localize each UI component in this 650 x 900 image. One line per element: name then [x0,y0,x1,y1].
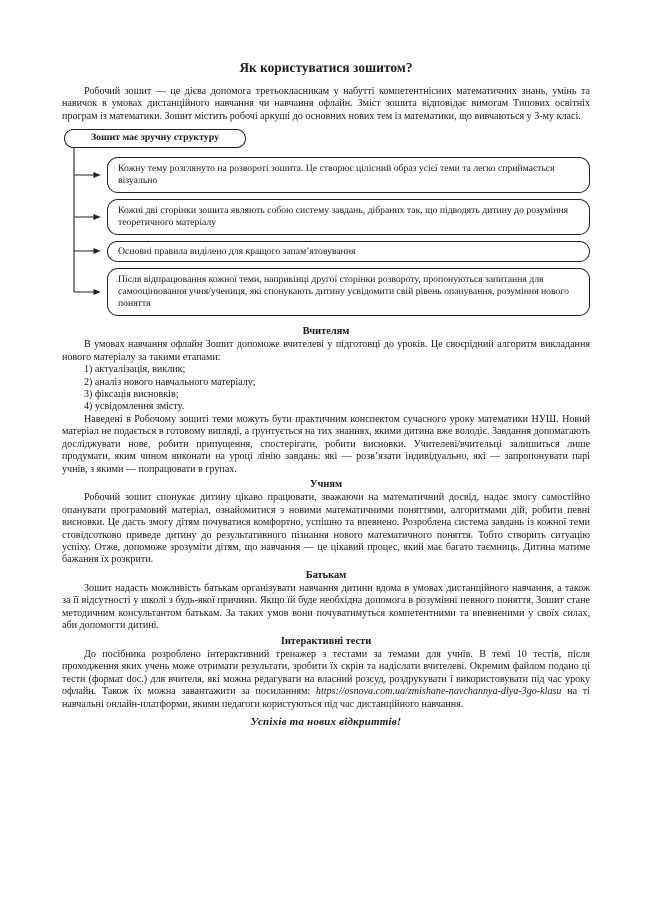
document-content [62,60,590,739]
list-item: 4) усвідомлення змісту. [84,401,185,413]
section-heading-students: Учням [309,479,343,491]
closing-line: Успіхів та нових відкриттів! [250,715,402,728]
flowchart-item-1 [107,157,590,193]
flowchart-item-2 [107,199,590,235]
students-paragraph: Робочий зошит спонукає дитину цікаво працювати, зважаючи на математичний досвід, надає змогу самостійно опанувати програмовий матеріал, ознайомитися з новими математичними поняттями, алгоритмами дій, робити певні висновки. Це дасть змогу дітям почуватися комфортно, успішно та впевнено. Розроблена система завдань із кожної теми стовідсотково приведе дитину до результативного пізнання нового математичного поняття. Тобто створить ситуацію успіху. Отже, допоможе зрозуміти дітям, що навчання — це цікавий процес, який має багато таємниць. Дитина матиме бажання їх розкрити. [62,492,590,566]
flowchart-item-4-label: Після відпрацювання кожної теми, наприкінці другої сторінки розвороту, пропонуються запитання для самооцінювання учня/учениця, які спонукають дитину усвідомити свій рівень опанування, розуміння нового поняття [118,273,569,310]
list-item: 2) аналіз нового навчального матеріалу; [84,376,256,388]
interactive-tests-text-after: на ті навчальні онлайн-платформи, якими педагоги користуються під час дистанційного навчання. [62,686,590,710]
section-heading-interactive-tests: Інтерактивні тести [280,635,372,647]
teachers-paragraph-1: В умовах навчання офлайн Зошит допоможе вчителеві у підготовці до уроків. Це своєрідний алгоритм викладання нового матеріалу за такими етапами: [62,339,590,363]
structure-flowchart [62,129,590,319]
flowchart-header-box: Зошит має зручну структуру [64,129,246,148]
section-heading-parents: Батькам [305,569,347,581]
tests-download-link[interactable]: https://osnova.com.ua/zmishane-navchannya-dlya-3go-klasu [315,686,562,698]
flowchart-item-1-label: Кожну тему розглянуто на розвороті зошита. Це створює цілісний образ усієї теми та легко сприймається візуально [118,162,555,187]
flowchart-item-3 [107,241,590,262]
flowchart-item-3-label: Основні правила виділено для кращого запам’ятовування [118,245,356,257]
flowchart-item-2-label: Кожні дві сторінки зошита являють собою систему завдань, дібраних так, що підводять дитину до розуміння теоретичного матеріалу [118,204,569,229]
list-item: 3) фіксація висновків; [84,389,179,401]
interactive-tests-text-before: До посібника розроблено інтерактивний тренажер з тестами за темами для учнів. В темі 10 тестів, після проходження яких учень може отримати результати, зробити їх скрін та надіслати вчителеві. Окремим файлом подано ці тести (формат doc.) для вчителя, які можна редагувати на власний розсуд, роздрукувати і використовувати під час уроку офлайн. Також їх можна завантажити за посиланням: [62,648,590,698]
flowchart-item-4 [107,268,590,316]
page-title: Як користуватися зошитом? [239,60,413,75]
list-item: 1) актуалізація, виклик; [84,364,186,376]
teachers-stage-list [62,364,590,414]
teachers-paragraph-2: Наведені в Робочому зошиті теми можуть бути практичним конспектом сучасного уроку математики НУШ. Новий матеріал не подається в готовому вигляді, а ґрунтується на тих знаннях, якими дитина вже володіє. Завдання допомагають досліджувати нове, робити припущення, спостерігати, робити висновки. Учителеві/вчительці залишиться лише продумати, яким чином виконати на уроці лінію завдань: які — розв’язати індивідуально, які — запропонувати парі учнів, з якими — попрацювати в групах. [62,413,590,475]
interactive-tests-paragraph [62,649,590,711]
intro-paragraph: Робочий зошит — це дієва допомога третьокласникам у набутті компетентнісних математичних знань, умінь та навичок в умовах дистанційного навчання чи навчання офлайн. Зміст зошита відповідає вимогам Типових освітніх програм із математики. Зошит містить робочі аркуші до основних нових тем із математики, що вивчаються у 3-му класі. [62,85,590,122]
section-heading-teachers: Вчителям [302,326,350,338]
parents-paragraph: Зошит надасть можливість батькам організувати навчання дитини вдома в умовах дистанційного навчання, а також за її відсутності у школі з будь-якої причини. Якщо їй буде необхідна допомога в розумінні певного поняття, Зошит стане методичним консультантом батькам. За таких умов вони почуватимуться компетентними та впевненими у своїх силах, аби допомогти дитині. [62,582,590,632]
